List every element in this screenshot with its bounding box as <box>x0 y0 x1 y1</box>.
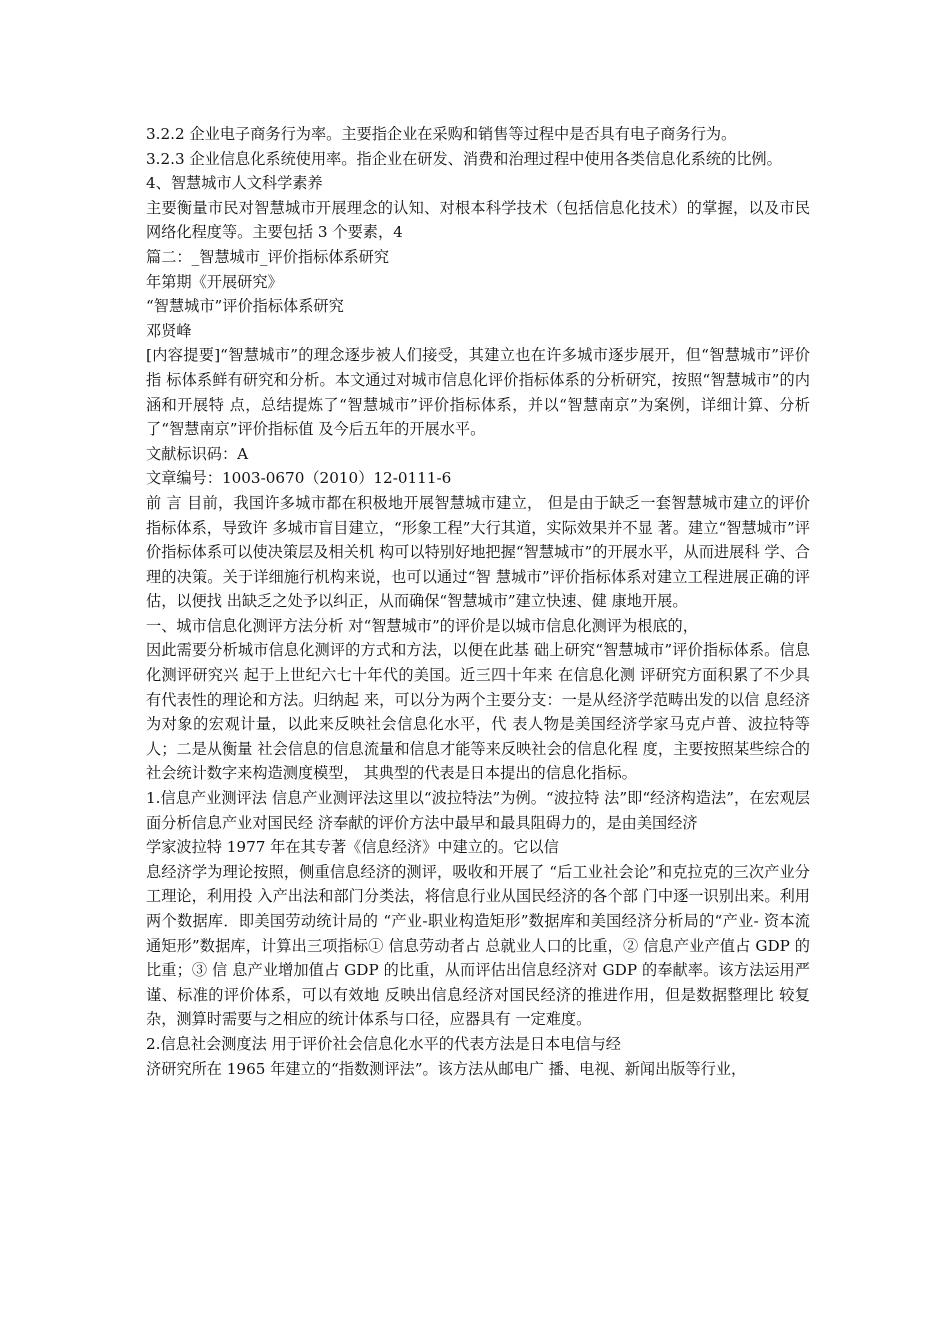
section-1-body: 因此需要分析城市信息化测评的方式和方法，以便在此基 础上研究“智慧城市”评价指标体系。信息化测评研究兴 起于上世纪六七十年代的美国。近三四十年来 在信息化测 评研究方面积累了不少具有代表性的理论和方法。归纳起 来，可以分为两个主要分支：一是从经济学范畴出发的以信 息经济为对象的宏观计量，以此来反映社会信息化水平，代 表人物是美国经济学家马克卢普、波拉特等人；二是从衡量 社会信息的信息流量和信息才能等来反映社会的信息化程 度，主要按照某些综合的社会统计数字来构造测度模型， 其典型的代表是日本提出的信息化指标。 <box>146 641 810 783</box>
section-1-heading: 一、城市信息化测评方法分析 对“智慧城市”的评价是以城市信息化测评为根底的， <box>146 616 698 635</box>
document-code: 文献标识码：A <box>146 444 249 463</box>
method-1-paragraph: 1.信息产业测评法 信息产业测评法这里以“波拉特法”为例。“波拉特 法”即“经济构造法”，在宏观层面分析信息产业对国民经 济奉献的评价方法中最早和最具阻碍力的，是由美国经济 <box>146 789 810 832</box>
abstract: [内容提要]“智慧城市”的理念逐步被人们接受，其建立也在许多城市逐步展开，但“智慧城市”评价指 标体系鲜有研究和分析。本文通过对城市信息化评价指标体系的分析研究，按照“智慧城市”的内涵和开展特 点，总结提炼了“智慧城市”评价指标体系，并以“智慧南京”为案例，详细计算、分析了“智慧南京”评价指标值 及今后五年的开展水平。 <box>146 346 810 439</box>
method-1-continuation: 学家波拉特 1977 年在其专著《信息经济》中建立的。它以信 <box>146 838 559 857</box>
chapter-title: 篇二：_智慧城市_评价指标体系研究 <box>146 247 389 266</box>
paragraph-3-2-2: 3.2.2 企业电子商务行为率。主要指企业在采购和销售等过程中是否具有电子商务行为。 <box>146 125 737 143</box>
paragraph-3-2-3: 3.2.3 企业信息化系统使用率。指企业在研发、消费和治理过程中使用各类信息化系统的比例。 <box>146 149 782 168</box>
section-heading-4: 4、智慧城市人文科学素养 <box>146 174 323 193</box>
method-2-paragraph: 2.信息社会测度法 用于评价社会信息化水平的代表方法是日本电信与经 <box>146 1034 621 1053</box>
paragraph-section-4-body: 主要衡量市民对智慧城市开展理念的认知、对根本科学技术（包括信息化技术）的掌握，以及市民网络化程度等。主要包括 3 个要素，4 <box>146 198 810 242</box>
method-2-continuation: 济研究所在 1965 年建立的“指数测评法”。该方法从邮电广 播、电视、新闻出版等行业， <box>146 1059 747 1078</box>
preface-paragraph: 前 言 目前，我国许多城市都在积极地开展智慧城市建立， 但是由于缺乏一套智慧城市建立的评价指标体系，导致许 多城市盲目建立，“形象工程”大行其道，实际效果并不显 著。建立“智慧城市”评价指标体系可以使决策层及相关机 构可以特别好地把握“智慧城市”的开展水平，从而进展科 学、合理的决策。关于详细施行机构来说，也可以通过“智 慧城市”评价指标体系对建立工程进展正确的评估，以便找 出缺乏之处予以纠正，从而确保“智慧城市”建立快速、健 康地开展。 <box>146 493 810 611</box>
journal-line: 年第期《开展研究》 <box>146 272 283 291</box>
author-name: 邓贤峰 <box>146 321 192 340</box>
document-page <box>146 122 810 1081</box>
article-number: 文章编号：1003-0670（2010）12-0111-6 <box>146 469 452 488</box>
method-1-body: 息经济学为理论按照，侧重信息经济的测评，吸收和开展了 “后工业社会论”和克拉克的三次产业分工理论，利用投 入产出法和部门分类法，将信息行业从国民经济的各个部 门中逐一识别出来。利用两个数据库．即美国劳动统计局的 “产业-职业构造矩形”数据库和美国经济分析局的“产业- 资本流通矩形”数据库，计算出三项指标① 信息劳动者占 总就业人口的比重，② 信息产业产值占 GDP 的比重；③ 信 息产业增加值占 GDP 的比重，从而评估出信息经济对 GDP 的奉献率。该方法运用严谨、标准的评价体系，可以有效地 反映出信息经济对国民经济的推进作用，但是数据整理比 较复杂，测算时需要与之相应的统计体系与口径，应器具有 一定难度。 <box>146 862 810 1029</box>
article-title: “智慧城市”评价指标体系研究 <box>146 297 344 316</box>
